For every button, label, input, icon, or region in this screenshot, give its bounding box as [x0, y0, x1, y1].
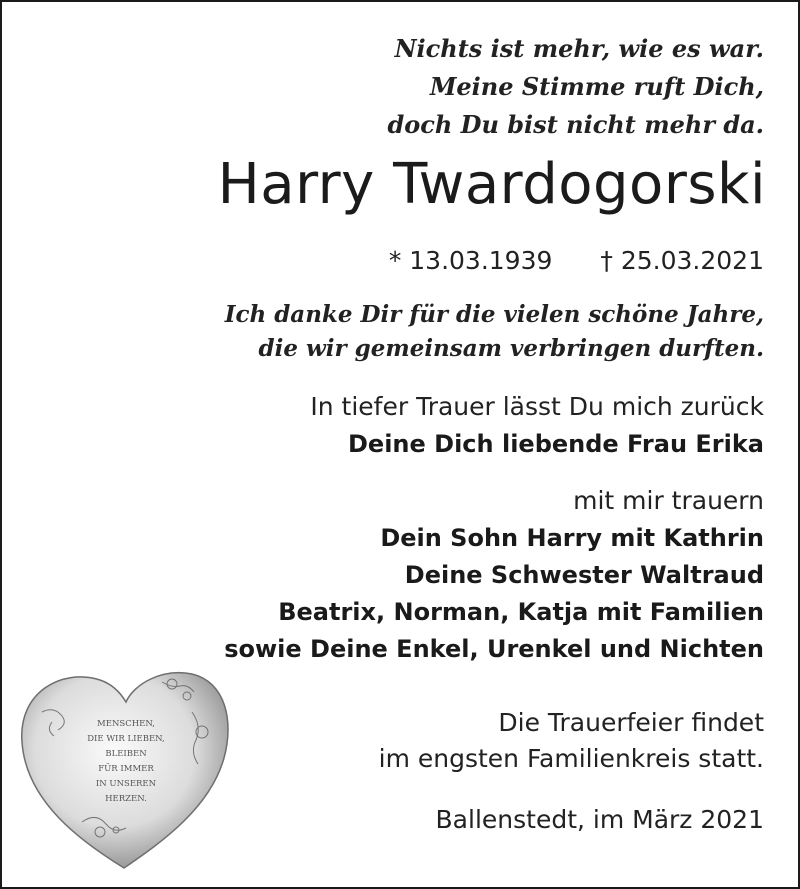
poem-line: Meine Stimme ruft Dich, — [429, 72, 764, 101]
life-dates — [389, 246, 764, 275]
heart-text-line: BLEIBEN — [105, 749, 147, 759]
poem-line: doch Du bist nicht mehr da. — [387, 110, 764, 139]
heart-text-line: IN UNSEREN — [95, 779, 157, 789]
thanks-line: Ich danke Dir für die vielen schöne Jahre, — [224, 301, 764, 328]
poem-line: Nichts ist mehr, wie es war. — [394, 34, 764, 63]
heart-stone-image — [12, 662, 236, 876]
family-list — [224, 520, 764, 668]
thanks-text — [225, 298, 764, 366]
wife-name: Deine Dich liebende Frau Erika — [348, 430, 764, 458]
heart-text-line: MENSCHEN, — [97, 719, 155, 729]
ceremony-line: Die Trauerfeier findet — [498, 708, 764, 737]
family-member: sowie Deine Enkel, Urenkel und Nichten — [224, 635, 764, 663]
heart-text-line: DIE WIR LIEBEN, — [87, 734, 165, 744]
mourning-intro: In tiefer Trauer lässt Du mich zurück — [310, 392, 764, 421]
family-member: Dein Sohn Harry mit Kathrin — [380, 524, 764, 552]
death-date: † 25.03.2021 — [600, 246, 764, 275]
heart-text-line: FÜR IMMER — [98, 764, 154, 774]
poem — [387, 30, 764, 144]
family-member: Deine Schwester Waltraud — [404, 561, 764, 589]
place-date: Ballenstedt, im März 2021 — [435, 805, 764, 834]
thanks-line: die wir gemeinsam verbringen durften. — [258, 335, 764, 362]
ceremony-line: im engsten Familienkreis statt. — [378, 744, 764, 773]
family-member: Beatrix, Norman, Katja mit Familien — [278, 598, 764, 626]
birth-date: * 13.03.1939 — [388, 246, 553, 275]
deceased-name: Harry Twardogorski — [217, 152, 766, 217]
heart-text-line: HERZEN. — [105, 794, 147, 804]
ceremony-note — [379, 705, 764, 777]
also-mourning: mit mir trauern — [573, 486, 764, 515]
